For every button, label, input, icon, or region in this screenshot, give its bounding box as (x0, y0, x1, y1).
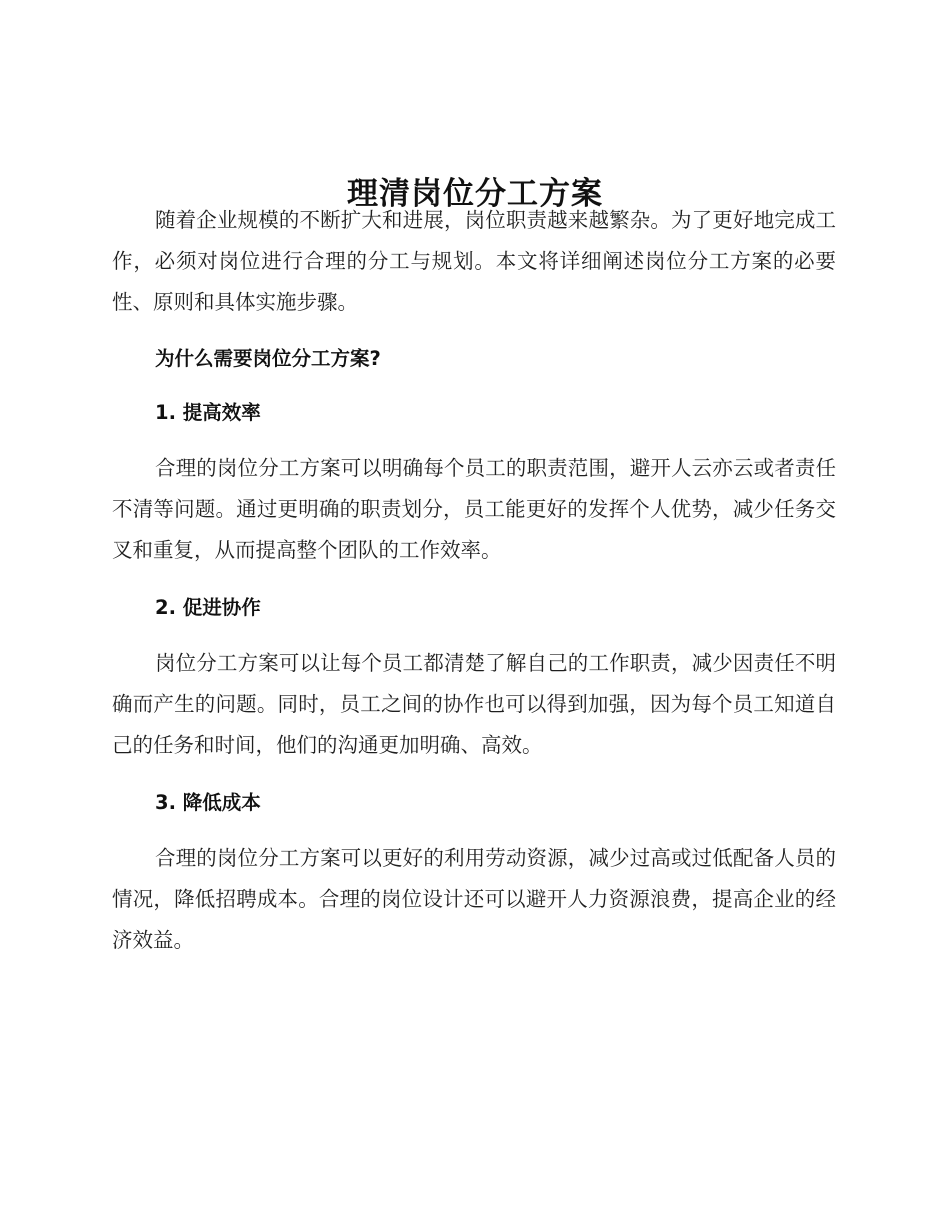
item-body-collaboration: 岗位分工方案可以让每个员工都清楚了解自己的工作职责，减少因责任不明确而产生的问题。同时，员工之间的协作也可以得到加强，因为每个员工知道自己的任务和时间，他们的沟通更加明确、高效。 (112, 651, 836, 757)
item-heading-cost: 3. 降低成本 (155, 791, 261, 814)
item-heading-efficiency: 1. 提高效率 (155, 401, 261, 424)
item-body-efficiency: 合理的岗位分工方案可以明确每个员工的职责范围，避开人云亦云或者责任不清等问题。通过更明确的职责划分，员工能更好的发挥个人优势，减少任务交叉和重复，从而提高整个团队的工作效率。 (112, 456, 836, 562)
section-heading: 为什么需要岗位分工方案? (155, 347, 381, 370)
intro-paragraph: 随着企业规模的不断扩大和进展，岗位职责越来越繁杂。为了更好地完成工作，必须对岗位进行合理的分工与规划。本文将详细阐述岗位分工方案的必要性、原则和具体实施步骤。 (112, 208, 836, 314)
document-title: 理清岗位分工方案 (347, 175, 603, 212)
item-heading-collaboration: 2. 促进协作 (155, 596, 261, 619)
item-body-cost: 合理的岗位分工方案可以更好的利用劳动资源，减少过高或过低配备人员的情况，降低招聘成本。合理的岗位设计还可以避开人力资源浪费，提高企业的经济效益。 (112, 846, 836, 952)
